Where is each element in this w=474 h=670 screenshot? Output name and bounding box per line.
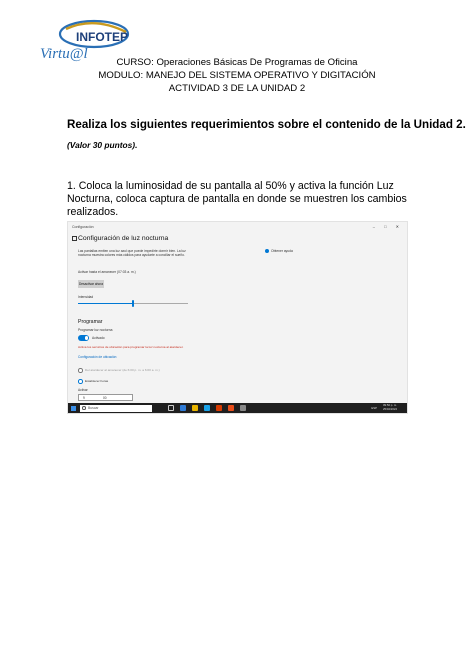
help-icon (265, 249, 269, 253)
set-hours-label: Establecer horas (85, 379, 109, 383)
set-hours-radio[interactable] (78, 379, 83, 384)
task-line-2: Nocturna, coloca captura de pantalla en donde se muestren los cambios (67, 193, 407, 205)
time-minute: 00 (103, 396, 107, 400)
windows-start-icon[interactable] (71, 406, 76, 411)
get-help-link[interactable]: Obtener ayuda (271, 249, 293, 253)
activate-until-label: Activar hasta el amanecer (07:03 a. m.) (78, 270, 136, 274)
intensity-label: Intensidad (78, 295, 94, 299)
schedule-heading: Programar (78, 319, 103, 325)
file-explorer-icon[interactable] (192, 405, 198, 411)
activate-time-label: Activar (78, 388, 88, 392)
settings-gear-icon[interactable] (240, 405, 246, 411)
location-settings-link[interactable]: Configuración de ubicación (78, 355, 117, 359)
taskbar-language[interactable]: ESP (371, 406, 377, 410)
chrome-icon[interactable] (228, 405, 234, 411)
schedule-toggle-text: Activado (92, 336, 105, 340)
edge-icon[interactable] (180, 405, 186, 411)
points-note: (Valor 30 puntos). (67, 140, 138, 150)
intensity-slider-thumb[interactable] (132, 300, 134, 307)
night-light-title: Configuración de luz nocturna (78, 235, 169, 242)
time-hour: 9 (83, 396, 85, 400)
task-1 (67, 180, 407, 219)
task-view-icon[interactable] (168, 405, 174, 411)
search-icon (82, 406, 86, 410)
home-icon[interactable] (72, 236, 77, 241)
task-line-3: realizados. (67, 206, 119, 218)
night-light-description: Las pantallas emiten una luz azul que puede impedirte dormir bien. La luz nocturna muestra colores más cálidos para ayudarte a conciliar el sueño. (78, 249, 186, 258)
activity-title: ACTIVIDAD 3 DE LA UNIDAD 2 (168, 83, 306, 94)
window-title: Configuración (72, 225, 94, 229)
activate-time-picker[interactable] (78, 394, 133, 401)
sunset-sunrise-radio[interactable] (78, 368, 83, 373)
course-title: CURSO: Operaciones Básicas De Programas de Oficina (116, 57, 358, 68)
logo-brand: INFOTEP (76, 30, 129, 44)
module-title: MODULO: MANEJO DEL SISTEMA OPERATIVO Y DIGITACIÓN (98, 70, 376, 81)
schedule-label: Programar luz nocturna (78, 328, 113, 332)
disable-now-button[interactable]: Desactivar ahora (78, 282, 104, 286)
store-icon[interactable] (204, 405, 210, 411)
task-line-1: 1. Coloca la luminosidad de su pantalla al 50% y activa la función Luz (67, 180, 394, 192)
settings-screenshot (67, 221, 408, 414)
taskbar-search[interactable] (80, 405, 152, 412)
intensity-slider-fill (78, 303, 133, 304)
window-controls[interactable]: – □ ✕ (372, 224, 403, 229)
windows-taskbar (68, 403, 407, 413)
taskbar-clock[interactable] (383, 404, 397, 412)
sunset-sunrise-label: Del atardecer al amanecer (de 6:00 p. m. a 6:00 a. m.) (85, 368, 160, 372)
office-icon[interactable] (216, 405, 222, 411)
taskbar-date: 25/02/2022 (383, 406, 397, 411)
location-warning: Activa los servicios de ubicación para programar la luz nocturna al atardecer. (78, 345, 184, 349)
requirements-heading: Realiza los siguientes requerimientos sobre el contenido de la Unidad 2. (67, 118, 466, 131)
schedule-toggle[interactable] (78, 335, 89, 341)
taskbar-time: 09:50 p. m. (383, 403, 397, 407)
logo-sub: Virtu@l (40, 46, 88, 62)
taskbar-search-placeholder: Buscar (88, 405, 99, 410)
